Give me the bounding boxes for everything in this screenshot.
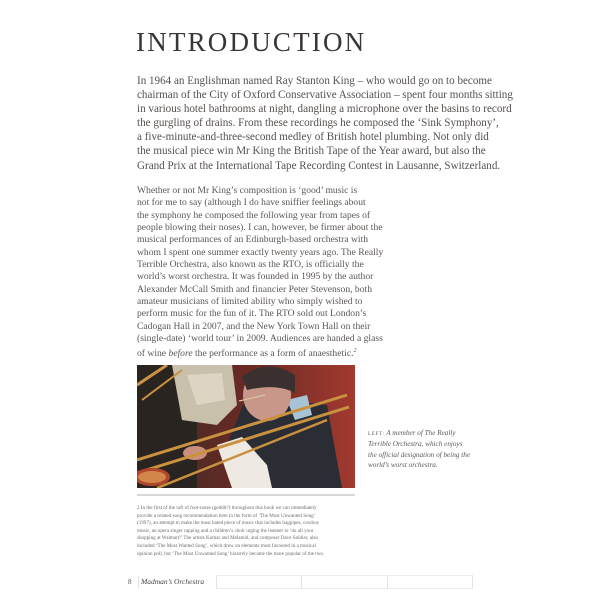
caption-line: LEFT: A member of The Really xyxy=(368,429,456,437)
emphasis-before: before xyxy=(168,348,193,360)
text-line: perform music for the fun of it. The RTO sold out London’s xyxy=(137,308,367,320)
page-footer xyxy=(128,576,473,588)
text-line: (single-date) ‘world tour’ in 2009. Audiences are handed a glass xyxy=(137,333,383,345)
footnote-2 xyxy=(137,505,359,558)
intro-paragraph-2 xyxy=(137,185,384,361)
footnote-line: included ‘The Most Wanted Song’, which drew on elements most favoured in a musical xyxy=(137,542,316,549)
caption-label: LEFT: xyxy=(368,431,385,437)
text-before: of wine xyxy=(137,348,169,360)
footnote-line: (1997), an attempt to make the most hated piece of music that includes bagpipes, cowboy xyxy=(137,520,320,527)
footnote-line: 2 In the first of the raft of foot-notes (geddit?) throughout this book we can immediately xyxy=(137,505,317,511)
text-line: amateur musicians of limited ability who simply wished to xyxy=(137,296,363,308)
text-line: world’s worst orchestra. It was founded in 1995 by the author xyxy=(137,271,374,283)
text-line: Grand Prix at the International Tape Recording Contest in Lausanne, Switzerland. xyxy=(137,159,501,172)
trombonist-image-icon xyxy=(137,365,355,488)
text-line: a five-minute-and-three-second medley of British hotel plumbing. Not only did xyxy=(137,131,489,144)
text-line: in various hotel bathrooms at night, dangling a microphone over the basins to record xyxy=(137,103,512,116)
caption-line: the official designation of being the xyxy=(368,450,471,459)
text-line: Cadogan Hall in 2007, and the New York Town Hall on their xyxy=(137,320,371,332)
footnote-line: provide a related song recommendation here in the form of ‘The Most Unwanted Song’ xyxy=(137,512,316,519)
photo-divider xyxy=(137,494,355,496)
footer-box xyxy=(216,575,301,589)
text-line: whom I spent one summer exactly twenty years ago. The Really xyxy=(137,246,384,258)
footnote-line: shopping at Walmart!’ The artists Komar and Melamid, and composer Dave Soldier, also xyxy=(137,535,319,542)
text-line: not for me to say (although I do have sniffier feelings about xyxy=(137,197,366,209)
text-line: Alexander McCall Smith and financier Peter Stevenson, both xyxy=(137,283,372,295)
page-number: 8 xyxy=(128,578,132,586)
footnote-line: opinion poll, but ‘The Most Unwanted Song’ bizarrely became the more popular of the two. xyxy=(137,550,325,557)
text-line: Terrible Orchestra, also known as the RTO, is officially the xyxy=(137,259,364,271)
page-title: INTRODUCTION xyxy=(136,27,367,57)
text-line: In 1964 an Englishman named Ray Stanton King – who would go on to become xyxy=(137,75,492,87)
caption-line: Terrible Orchestra, which enjoys xyxy=(368,440,463,449)
running-head: Madman’s Orchestra xyxy=(138,576,216,588)
photo-caption xyxy=(368,428,478,471)
text-line: people blowing their noses). I can, however, be firmer about the xyxy=(137,222,383,234)
text-line-last xyxy=(137,345,362,361)
caption-line: world’s worst orchestra. xyxy=(368,461,438,470)
intro-paragraph-1 xyxy=(137,74,513,173)
footnote-line: music, an opera singer rapping and a children’s choir urging the listener to ‘do all your xyxy=(137,527,314,534)
text-line: Whether or not Mr King’s composition is ‘good’ music is xyxy=(137,185,358,196)
orchestra-photo xyxy=(137,365,355,488)
text-line: the symphony he composed the following year from tapes of xyxy=(137,209,371,221)
footer-box xyxy=(387,575,473,589)
footnote-reference[interactable]: 2 xyxy=(353,348,357,355)
text-line: the gurgling of drains. From these recordings he composed the ‘Sink Symphony’, xyxy=(137,117,499,130)
text-after: the performance as a form of anaesthetic. xyxy=(192,348,354,360)
text-line: the musical piece win Mr King the British Tape of the Year award, but also the xyxy=(137,145,486,158)
text-line: chairman of the City of Oxford Conservative Association – spent four months sitting xyxy=(137,89,513,102)
text-line: musical performances of an Edinburgh-based orchestra with xyxy=(137,234,369,246)
footer-box xyxy=(301,575,386,589)
